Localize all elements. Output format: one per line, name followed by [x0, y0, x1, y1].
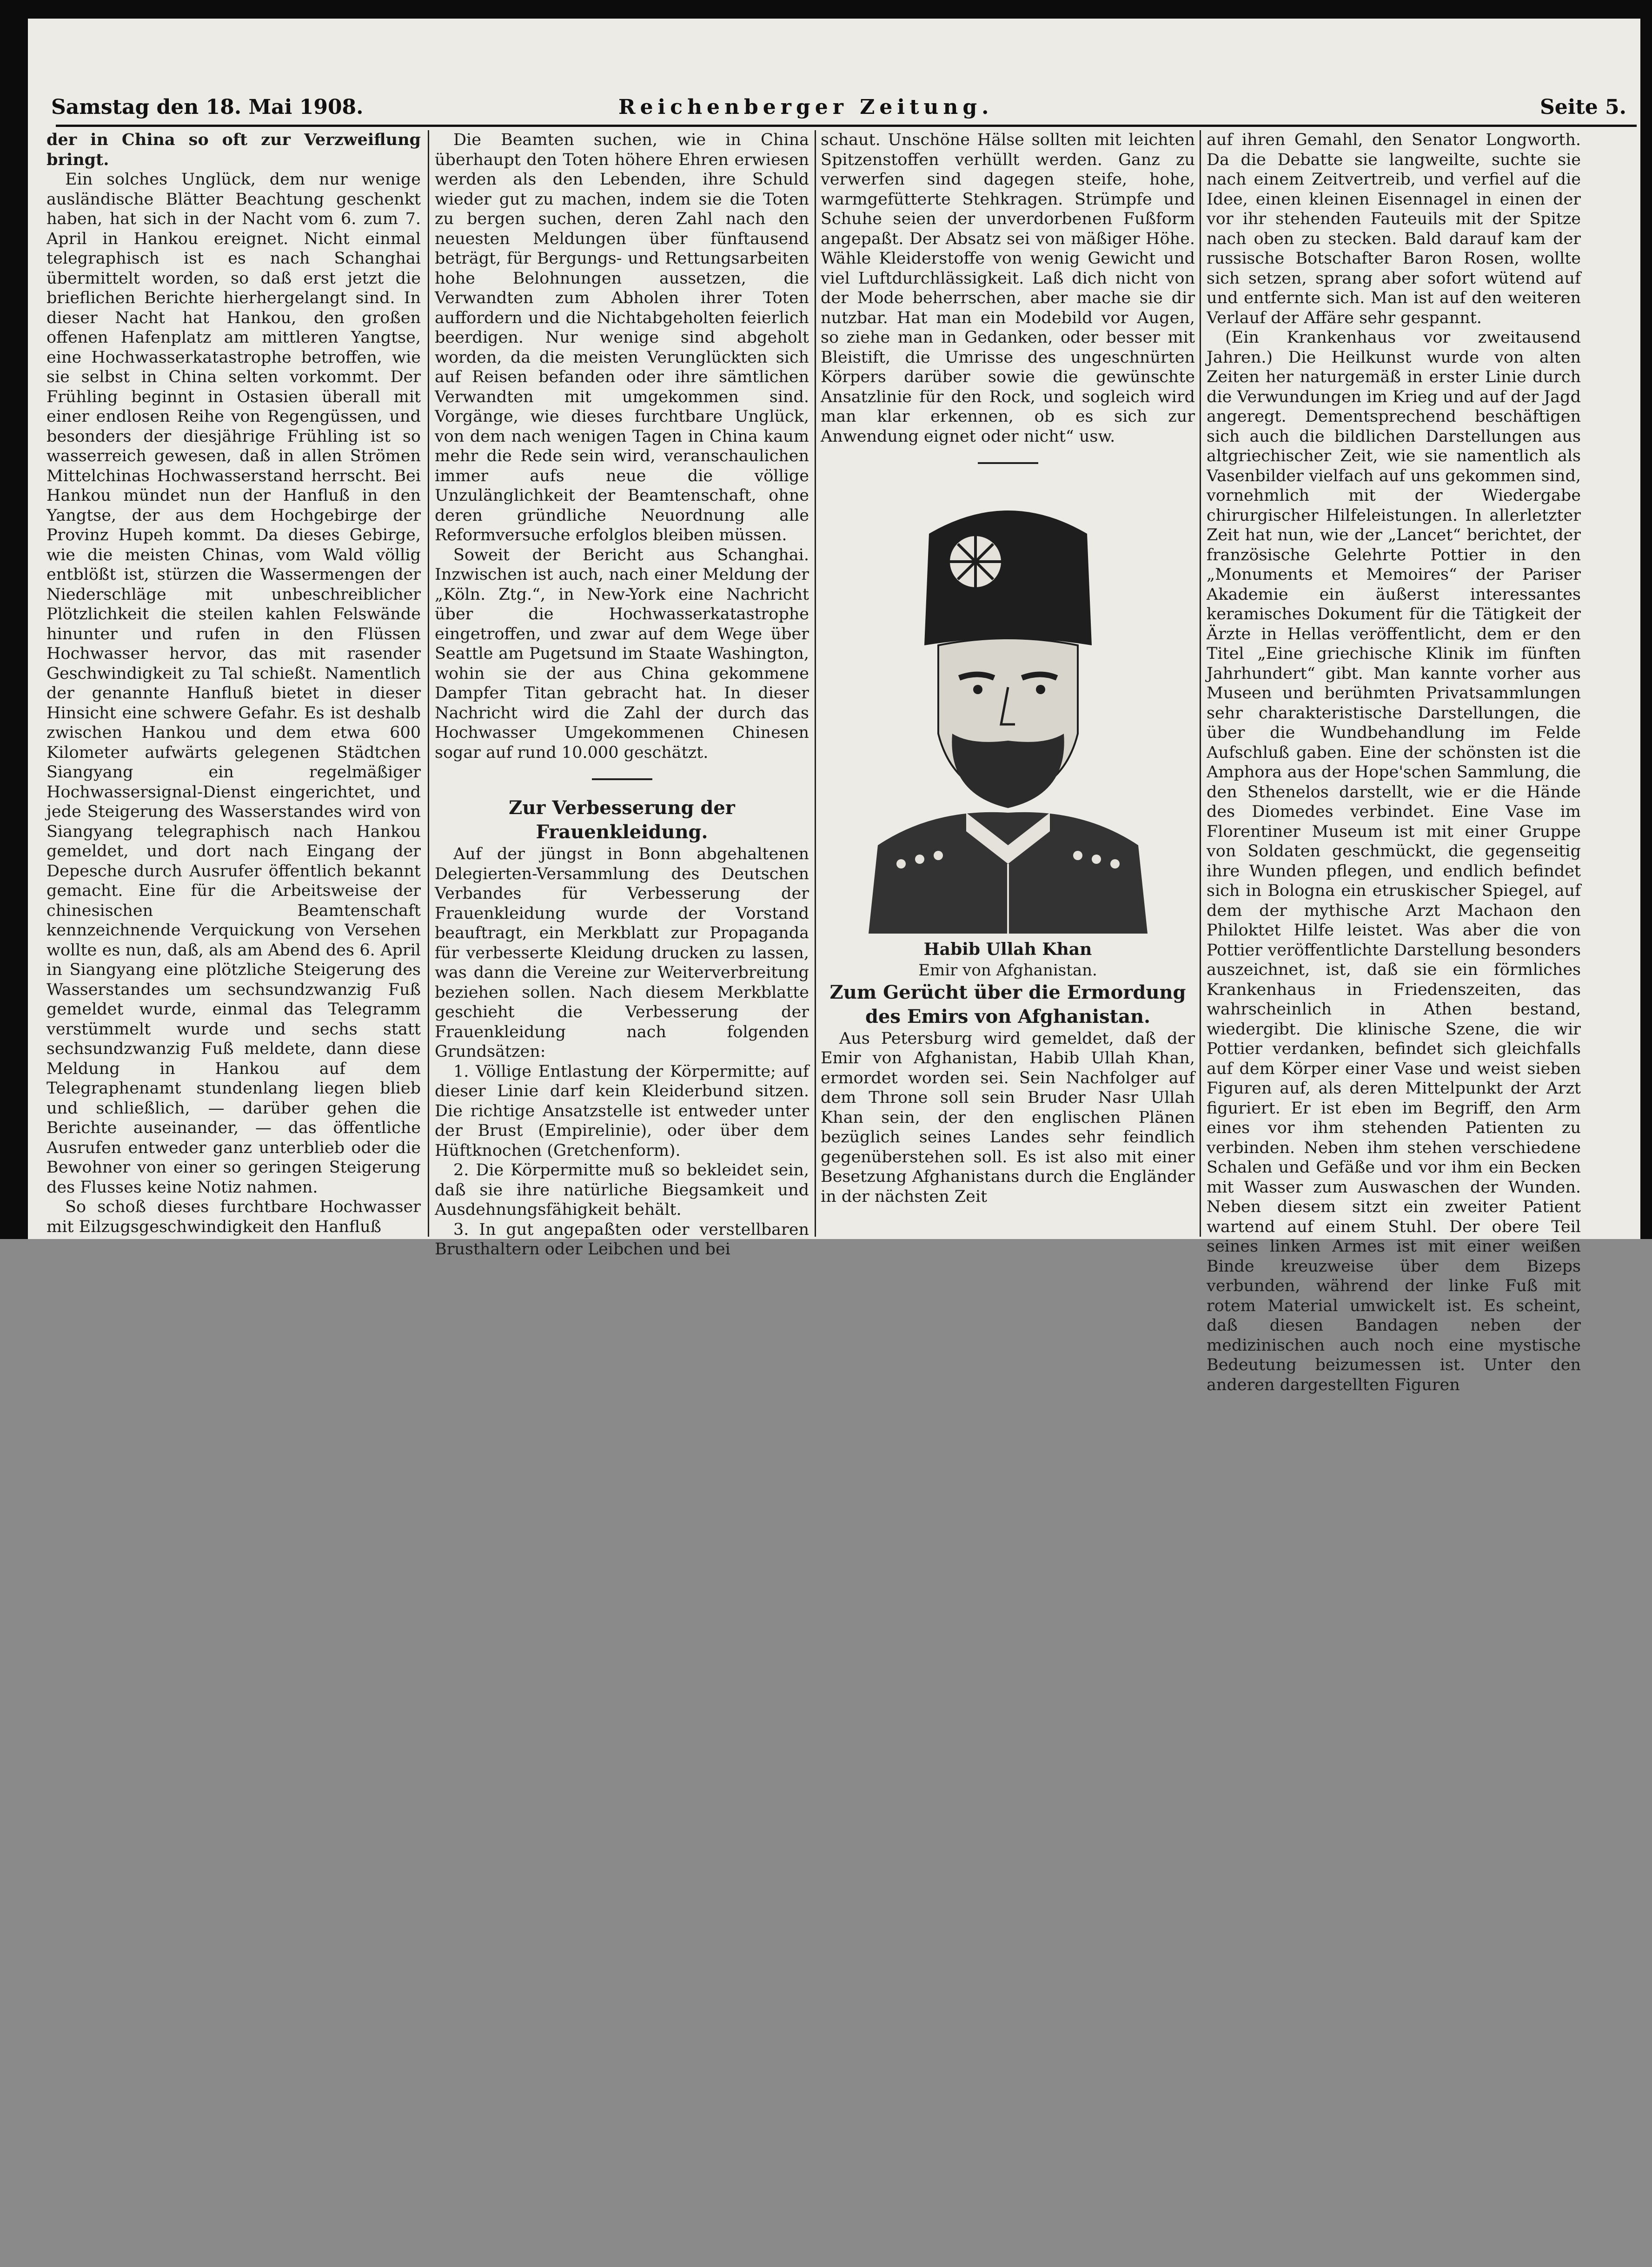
scan-border-right	[1640, 0, 1652, 1239]
page-header	[28, 91, 1640, 123]
portrait-caption-title: Emir von Afghanistan.	[918, 961, 1097, 980]
col4-paragraph-2: (Ein Krankenhaus vor zweitausend Jahren.) Die Heilkunst wurde von alten Zeiten her naturgemäß in erster Linie durch die Verwundungen im Krieg und auf der Jagd angeregt. Dementsprechend beschäftigen sich auch die bildlichen Darstellungen aus altgriechischer Zeit, wie sie namentlich als Vasenbilder vielfach auf uns gekommen sind, vornehmlich mit der Wiedergabe chirurgischer Hilfeleistungen. In allerletzter Zeit hat nun, wie der „Lancet“ berichtet, der französische Gelehrte Pottier in den „Monuments et Memoires“ der Pariser Akademie ein äußerst interessantes keramisches Dokument für die Tätigkeit der Ärzte in Hellas veröffentlicht, dem er den Titel „Eine griechische Klinik im fünften Jahrhundert“ gibt. Man kannte vorher aus Museen und berühmten Privatsammlungen sehr charakteristische Darstellungen, die über die Wundbehandlung im Felde Aufschluß gaben. Eine der schönsten ist die Amphora aus der Hope'schen Sammlung, die den Sthenelos darstellt, wie er die Hände des Diomedes verbindet. Eine Vase im Florentiner Museum ist mit einer Gruppe von Soldaten geschmückt, die gegenseitig ihre Wunden pflegen, und endlich befindet sich in Bologna ein etruskischer Spiegel, auf dem der mythische Arzt Machaon den Philoktet Hilfe leistet. Was aber die von Pottier veröffentlichte Darstellung besonders auszeichnet, ist, daß sie ein förmliches Krankenhaus in Friedenszeiten, das wahrscheinlich in Athen bestand, wiedergibt. Die klinische Szene, die wir Pottier verdanken, befindet sich gleichfalls auf dem Körper einer Vase und weist sieben Figuren auf, als deren Mittelpunkt der Arzt figuriert. Er ist eben im Begriff, den Arm eines vor ihm stehenden Patienten zu verbinden. Neben ihm stehen verschiedene Schalen und Gefäße und vor ihm ein Becken mit Wasser zum Auswaschen der Wunden. Neben diesem sitzt ein zweiter Patient wartend auf einem Stuhl. Der obere Teil seines linken Armes ist mit einer weißen Binde kreuzweise über dem Bizeps verbunden, während der linke Fuß mit rotem Material umwickelt ist. Es scheint, daß diesen Bandagen neben der medizinischen auch noch eine mystische Bedeutung beizumessen ist. Unter den anderen dargestellten Figuren	[1207, 328, 1581, 1394]
portrait-figure	[821, 492, 1195, 981]
col3-paragraph-2: Aus Petersburg wird gemeldet, daß der Emir von Afghanistan, Habib Ullah Khan, ermordet worden sei. Sein Nachfolger auf dem Throne soll sein Bruder Nasr Ullah Khan sein, der den englischen Plänen bezüglich seines Landes sehr feindlich gegenüberstehen soll. Es ist also mit einer Besetzung Afghanistans durch die Engländer in der nächsten Zeit	[821, 1029, 1195, 1206]
scan-border-top	[0, 0, 1652, 19]
article-title-afghanistan: Zum Gerücht über die Ermordung des Emirs von Afghanistan.	[829, 981, 1186, 1027]
column-rule-1	[428, 130, 429, 1237]
col2-paragraph-3: Auf der jüngst in Bonn abgehaltenen Delegierten-Versammlung des Deutschen Verbandes für Verbesserung der Frauenkleidung wurde der Vorstand beauftragt, ein Merkblatt zur Propaganda für verbesserte Kleidung drucken zu lassen, was dann die Vereine zur Weiterverbreitung beziehen sollen. Nach diesem Merkblatte geschieht die Verbesserung der Frauenkleidung nach folgenden Grundsätzen:	[435, 845, 809, 1061]
column-rule-2	[815, 130, 816, 1237]
col1-paragraph-3: So schoß dieses furchtbare Hochwasser mit Eilzugsgeschwindigkeit den Hanfluß	[46, 1198, 421, 1236]
section-divider	[592, 778, 652, 780]
column-rule-3	[1200, 130, 1201, 1237]
col2-paragraph-5: 2. Die Körpermitte muß so bekleidet sein, daß sie ihre natürliche Biegsamkeit und Ausdehnungsfähigkeit behält.	[435, 1161, 809, 1219]
portrait-image	[859, 492, 1157, 934]
column-4	[1207, 130, 1581, 1395]
article-title-frauenkleidung: Zur Verbesserung der Frauenkleidung.	[509, 797, 735, 843]
col1-paragraph-1: der in China so oft zur Verzweiflung bringt.	[46, 130, 421, 169]
scan-border-left	[0, 0, 28, 1239]
header-paper-name: Reichenberger Zeitung.	[618, 95, 994, 119]
col2-paragraph-1: Die Beamten suchen, wie in China überhaupt den Toten höhere Ehren erwiesen werden als den Lebenden, ihre Schuld wieder gut zu machen, indem sie die Toten zu bergen suchen, deren Zahl nach den neuesten Meldungen über fünftausend beträgt, für Bergungs- und Rettungsarbeiten hohe Belohnungen aussetzen, die Verwandten zum Abholen ihrer Toten auffordern und die Nichtabgeholten feierlich beerdigen. Nur wenige sind abgeholt worden, da die meisten Verunglückten sich auf Reisen befanden oder ihre sämtlichen Verwandten mit umgekommen sind. Vorgänge, wie dieses furchtbare Unglück, von dem nach wenigen Tagen in China kaum mehr die Rede sein wird, veranschaulichen immer aufs neue die völlige Unzulänglichkeit der Beamtenschaft, ohne deren gründliche Neuordnung alle Reformversuche erfolglos bleiben müssen.	[435, 131, 809, 544]
col2-paragraph-6: 3. In gut angepaßten oder verstellbaren Brusthaltern oder Leibchen und bei	[435, 1220, 809, 1259]
portrait-caption-name: Habib Ullah Khan	[923, 939, 1092, 959]
section-divider	[978, 462, 1038, 464]
col3-paragraph-1: schaut. Unschöne Hälse sollten mit leichten Spitzenstoffen verhüllt werden. Ganz zu verwerfen sind dagegen steife, hohe, warmgefütterte Stehkragen. Strümpfe und Schuhe seien der unverdorbenen Fußform angepaßt. Der Absatz sei von mäßiger Höhe. Wähle Kleiderstoffe von wenig Gewicht und viel Luftdurchlässigkeit. Laß dich nicht von der Mode beherrschen, aber mache sie dir nutzbar. Hat man ein Modebild vor Augen, so ziehe man in Gedanken, oder besser mit Bleistift, die Umrisse des ungeschnürten Körpers darüber sowie die gewünschte Ansatzlinie für den Rock, und sogleich wird man klar erkennen, ob es sich zur Anwendung eignet oder nicht“ usw.	[821, 131, 1195, 446]
col2-paragraph-2: Soweit der Bericht aus Schanghai. Inzwischen ist auch, nach einer Meldung der „Köln. Ztg.“, in New-York eine Nachricht über die Hochwasserkatastrophe eingetroffen, und zwar auf dem Wege über Seattle am Pugetsund im Staate Washington, wohin sie der aus China gekommene Dampfer Titan gebracht hat. In dieser Nachricht wird die Zahl der durch das Hochwasser Umgekommenen Chinesen sogar auf rund 10.000 geschätzt.	[435, 545, 809, 762]
column-2	[435, 130, 809, 1259]
col4-paragraph-1: auf ihren Gemahl, den Senator Longworth. Da die Debatte sie langweilte, suchte sie nach einem Zeitvertreib, und verfiel auf die Idee, einen kleinen Eisennagel in einen der vor ihr stehenden Fauteuils mit der Spitze nach oben zu stecken. Bald darauf kam der russische Botschafter Baron Rosen, wollte sich setzen, sprang aber sofort wütend auf und entfernte sich. Man ist auf den weiteren Verlauf der Affäre sehr gespannt.	[1207, 131, 1581, 327]
col2-paragraph-4: 1. Völlige Entlastung der Körpermitte; auf dieser Linie darf kein Kleiderbund sitzen. Die richtige Ansatzstelle ist entweder unter der Brust (Empirelinie), oder über dem Hüftknochen (Gretchenform).	[435, 1062, 809, 1160]
header-rule	[56, 125, 1637, 127]
column-3	[821, 130, 1195, 1206]
column-1	[46, 130, 421, 1237]
header-page-number: Seite 5.	[1539, 95, 1626, 119]
header-date: Samstag den 18. Mai 1908.	[51, 95, 364, 119]
col1-paragraph-2: Ein solches Unglück, dem nur wenige ausländische Blätter Beachtung geschenkt haben, hat sich in der Nacht vom 6. zum 7. April in Hankou ereignet. Nicht einmal telegraphisch ist es nach Schanghai übermittelt worden, so daß erst jetzt die brieflichen Berichte hierhergelangt sind. In dieser Nacht hat Hankou, den großen offenen Hafenplatz am mittleren Yangtse, eine Hochwasserkatastrophe betroffen, wie sie selbst in China selten vorkommt. Der Frühling beginnt in Ostasien überall mit einer endlosen Reihe von Regengüssen, und besonders der diesjährige Frühling ist so wasserreich gewesen, daß in allen Strömen Mittelchinas Hochwasserstand herrscht. Bei Hankou mündet nun der Hanfluß in den Yangtse, der aus dem Hochgebirge der Provinz Hupeh kommt. Da dieses Gebirge, wie die meisten Chinas, vom Wald völlig entblößt ist, stürzen die Wassermengen der Niederschläge mit unbeschreiblicher Plötzlichkeit die steilen kahlen Felswände hinunter und rufen in den Flüssen Hochwasser hervor, das mit rasender Geschwindigkeit zu Tal schießt. Namentlich der genannte Hanfluß bietet in dieser Hinsicht eine schwere Gefahr. Es ist deshalb zwischen Hankou und dem etwa 600 Kilometer aufwärts gelegenen Städtchen Siangyang ein regelmäßiger Hochwassersignal-Dienst eingerichtet, und jede Steigerung des Wasserstandes wird von Siangyang telegraphisch nach Hankou gemeldet, und dort nach Eingang der Depesche durch Ausrufer öffentlich bekannt gemacht. Eine für die Arbeitsweise der chinesischen Beamtenschaft kennzeichnende Verquickung von Versehen wollte es nun, daß, als am Abend des 6. April in Siangyang eine plötzliche Steigerung des Wasserstandes um sechsundzwanzig Fuß gemeldet wurde, einmal das Telegramm verstümmelt wurde und sechs statt sechsundzwanzig Fuß meldete, dann diese Meldung in Hankou auf dem Telegraphenamt stundenlang liegen blieb und schließlich, — darüber gehen die Berichte auseinander, — das öffentliche Ausrufen entweder ganz unterblieb oder die Bewohner von einer so geringen Steigerung des Flusses keine Notiz nahmen.	[46, 170, 421, 1197]
